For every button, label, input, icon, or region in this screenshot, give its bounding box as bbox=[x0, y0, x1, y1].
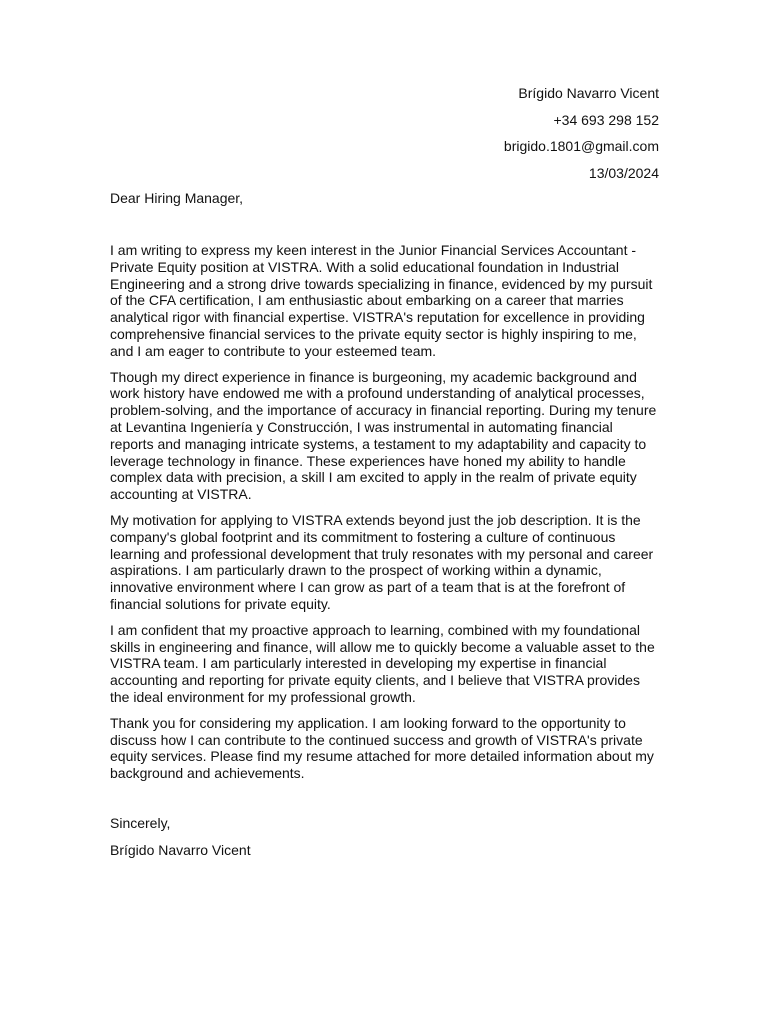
paragraph-2: Though my direct experience in finance is burgeoning, my academic background and work history have endowed me with a profound understanding of analytical processes, problem-solving, and the importance of accuracy in financial reporting. During my tenure at Levantina Ingeniería y Construcción, I was instrumental in automating financial reports and managing intricate systems, a testament to my adaptability and capacity to leverage technology in finance. These experiences have honed my ability to handle complex data with precision, a skill I am excited to apply in the realm of private equity accounting at VISTRA. bbox=[110, 368, 657, 503]
paragraph-4: I am confident that my proactive approach to learning, combined with my foundational skills in engineering and finance, will allow me to quickly become a valuable asset to the VISTRA team. I am particularly interested in developing my expertise in financial accounting and reporting for private equity clients, and I believe that VISTRA provides the ideal environment for my professional growth. bbox=[110, 621, 655, 705]
paragraph-1: I am writing to express my keen interest in the Junior Financial Services Accountant - Private Equity position at VISTRA. With a solid educational foundation in Industrial Engineering and a strong drive towards specializing in finance, evidenced by my pursuit of the CFA certification, I am enthusiastic about embarking on a career that marries analytical rigor with financial expertise. VISTRA's reputation for excellence in providing comprehensive financial services to the private equity sector is highly inspiring to me, and I am eager to contribute to your esteemed team. bbox=[110, 242, 653, 359]
letter-date: 13/03/2024 bbox=[588, 164, 659, 181]
paragraph-3: My motivation for applying to VISTRA extends beyond just the job description. It is the company's global footprint and its commitment to fostering a culture of continuous learning and professional development that truly resonates with my personal and career aspirations. I am particularly drawn to the prospect of working within a dynamic, innovative environment where I can grow as part of a team that is at the forefront of financial solutions for private equity. bbox=[110, 511, 654, 612]
salutation: Dear Hiring Manager, bbox=[110, 190, 244, 206]
sender-email: brigido.1801@gmail.com bbox=[503, 138, 659, 154]
closing: Sincerely, bbox=[110, 815, 171, 831]
signature-name: Brígido Navarro Vicent bbox=[110, 842, 251, 858]
paragraph-5: Thank you for considering my application. I am looking forward to the opportunity to discuss how I can contribute to the continued success and growth of VISTRA's private equity services. Please find my resume attached for more detailed information about my background and achievements. bbox=[110, 714, 654, 782]
letter-body bbox=[110, 242, 659, 791]
sender-name: Brígido Navarro Vicent bbox=[518, 85, 659, 101]
sender-block bbox=[110, 85, 659, 182]
sender-phone: +34 693 298 152 bbox=[553, 111, 659, 128]
